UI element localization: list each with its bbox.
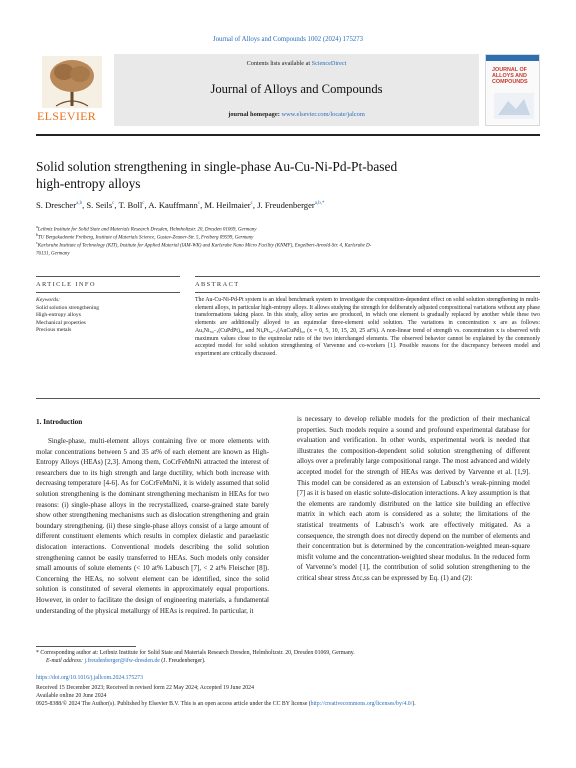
author-separator: , (114, 200, 119, 210)
keyword-item: High-entropy alloys (36, 312, 81, 319)
author-name[interactable]: T. Boll (118, 200, 143, 210)
email-label: E-mail address: (46, 658, 85, 664)
author-separator: , (252, 200, 258, 210)
author-affiliation-mark[interactable]: c (112, 201, 115, 207)
affiliation-text: Karlsruhe Institute of Technology (KIT), Institute for Applied Material (IAM-WK) and Karlsruhe Nano Micro Facility (KNMF), Engelbert-Arnold-Str. 4, Karlsruhe D- (37, 243, 372, 249)
sciencedirect-link[interactable]: ScienceDirect (311, 60, 347, 67)
cover-title-line: JOURNAL OF (492, 67, 527, 73)
license-line (36, 701, 540, 709)
email-link[interactable]: j.freudenberger@ifw-dresden.de (84, 658, 160, 664)
author-affiliation-mark[interactable]: c (250, 201, 253, 207)
masthead-banner (114, 54, 479, 126)
footnote-rule (36, 646, 136, 647)
keyword-item: Mechanical properties (36, 319, 86, 326)
running-head[interactable]: Journal of Alloys and Compounds 1002 (2024) 175273 (212, 36, 364, 43)
section-divider (36, 398, 540, 399)
abstract-heading: ABSTRACT (195, 281, 240, 288)
cover-title-line: COMPOUNDS (492, 79, 528, 85)
masthead-rule (36, 134, 540, 136)
author-affiliation-mark[interactable]: a,b,* (314, 201, 325, 207)
title-line: high-entropy alloys (36, 176, 141, 191)
journal-name: Journal of Alloys and Compounds (210, 82, 383, 96)
title-line: Solid solution strengthening in single-phase Au-Cu-Ni-Pd-Pt-based (36, 159, 398, 174)
section-divider (195, 276, 540, 277)
affiliation-text: TU Bergakademie Freiberg, Institute of Materials Science, Gustav-Zeuner-Str. 5, Freiberg 09599, Germany (38, 235, 254, 241)
section-divider (36, 276, 180, 277)
contents-line (114, 60, 479, 67)
journal-cover-thumbnail[interactable] (485, 54, 540, 126)
author-separator: , (144, 200, 149, 210)
affiliation-mark: c (36, 240, 38, 245)
affiliation-text: 76131, Germany (36, 251, 70, 257)
homepage-line (114, 111, 479, 118)
contents-prefix: Contents lists available at (246, 60, 312, 67)
license-prefix: 0925-8388/© 2024 The Author(s). Published by Elsevier B.V. This is an open access article under the CC BY license ( (36, 701, 311, 707)
elsevier-wordmark: ELSEVIER (37, 109, 97, 123)
abstract-text: The Au-Cu-Ni-Pd-Pt system is an ideal benchmark system to investigate the composition-dependent effect on solid solution strengthening in multi-element alloys, in particular high-entropy alloys. It allows studying the strength for deliberately adjusted compositional variations without any phase transformations taking place. In this study, alloy series are produced, in which one element is gradually replaced by another while these two elements are additionally alloyed to an equimolar three-element solid solution. The variations in concentration x are as follows: AuₓNi₅₀₋ₓ(CuPdPt)₅₀ and NiₓPt₅₀₋ₓ(AuCuPd)₅₀ (x = 0, 5, 10, 15, 20, 25 at%). A non-linear trend of strength vs. concentration x is observed with maximum values close to the equimolar ratio of the two interchanged elements. The observed behavior cannot be explained by the commonly accepted model for solid solution strengthening of Varvenne and co-workers [1]. Possible reasons for the discrepancy between model and experiment are critically discussed. (195, 297, 540, 357)
author-list (36, 200, 540, 210)
section-divider (195, 292, 540, 293)
license-link[interactable]: http://creativecommons.org/licenses/by/4.0/ (310, 701, 413, 707)
author-separator: , (200, 200, 205, 210)
license-suffix: ). (412, 701, 416, 707)
affiliation-mark: b (36, 232, 38, 237)
author-name[interactable]: M. Heilmaier (204, 200, 251, 210)
journal-masthead (36, 54, 540, 126)
homepage-prefix: journal homepage: (228, 111, 282, 118)
affiliation-line (36, 248, 540, 258)
cover-title-line: ALLOYS AND (492, 73, 527, 79)
article-title (36, 158, 506, 192)
email-suffix: (J. Freudenberger). (159, 658, 206, 664)
cover-title (492, 67, 528, 85)
dates-online: Available online 20 June 2024 (36, 693, 107, 699)
author-name[interactable]: A. Kauffmann (148, 200, 198, 210)
author-affiliation-mark[interactable]: c (142, 201, 145, 207)
keyword-item: Solid solution strengthening (36, 305, 100, 311)
keyword-list (36, 305, 99, 334)
elsevier-logo[interactable] (36, 54, 110, 126)
author-separator: , (82, 200, 87, 210)
author-name[interactable]: S. Seils (86, 200, 113, 210)
doi-link[interactable] (36, 675, 540, 683)
elsevier-tree-icon (42, 56, 102, 108)
cover-band (486, 55, 539, 61)
section-divider (36, 292, 180, 293)
corresponding-author-note: * Corresponding author at: Leibniz Institute for Solid State and Materials Research Dresden, Helmholtzstr. 20, Dresden 01069, Germany. (36, 650, 355, 656)
author-name[interactable]: J. Freudenberger (257, 200, 315, 210)
cover-graphic-icon (494, 93, 534, 119)
keyword-item: Precious metals (36, 326, 72, 333)
author-affiliation-mark[interactable]: c (197, 201, 201, 207)
dates-received: Received 15 December 2023; Received in revised form 22 May 2024; Accepted 19 June 2024 (36, 685, 254, 691)
homepage-link[interactable]: www.elsevier.com/locate/jalcom (281, 111, 365, 118)
author-name[interactable]: S. Drescher (36, 200, 77, 210)
email-line (36, 658, 540, 666)
body-column-left: Single-phase, multi-element alloys containing five or more elements with molar concentrations between 5 and 35 at% of each element are known as High-Entropy Alloys (HEAs) [2,3]. Among them, CoCrFeMnNi attracted the interest of researchers due to its high strength and large ductility, which both increase with decreasing temperature [4-6]. As for CoCrFeMnNi, it is widely assumed that solid solution strengthening is the dominant strengthening mechanism in HEAs for two reasons: (i) single-phase alloys in the recrystallized, coarse-grained state barely show other strengthening mechanisms such as dislocation strengthening and grain boundary strengthening. (ii) these single-phase alloys consist of a large amount of different constituent elements which results in complex dielastic and paraelastic dislocation interactions. Conventional models describing the solid solution strengthening cannot be easily transferred to HEAs. Such models only consider small amounts of solute elements (< 10 at% Labusch [7], < 2 at% Fleischer [8]). Concerning the HEAs, no solvent element can be identified, since the solid solution is constituted of several elements in approximately equal proportions. However, in order to facilitate the design of engineering materials, a fundamental understanding of the physical metallurgy of HEAs is required. In particular, it (36, 437, 269, 615)
section-heading: 1. Introduction (36, 418, 83, 426)
doi-text[interactable]: https://doi.org/10.1016/j.jallcom.2024.175273 (36, 675, 143, 681)
body-column-right: is necessary to develop reliable models for the prediction of their mechanical properties. Such models require a sound and profound experimental database for evaluation and verification. In other words, experimental work is needed that illustrates the composition-dependent solid solution strengthening of different alloys over a preferably large compositional range. The most advanced and widely accepted model for the strength of HEAs was derived by Varvenne et al. [1,9]. This model can be considered as an extension of Labusch’s weak-pinning model [7] as it is based on elastic solute-dislocation interactions. A key assumption is that the elements are randomly distributed on the lattice site building an effective matrix in which each atom is considered as a solute; the limitations of the statistical treatments of Labusch’s work are effectively mitigated. As a consequence, the strength does not directly depend on the number of elements and their concentration but is determined by the concentration-weighted mean-square misfit volume and the concentration-weighted shear modulus. In the reduced form of Varvenne’s model [1], the contribution of solid solution strengthening to the critical shear stress Δτc,ss can be expressed by Eq. (1) and (2): (297, 415, 530, 582)
affiliation-mark: a (36, 224, 38, 229)
keywords-label: Keywords: (36, 297, 61, 303)
author-affiliation-mark[interactable]: a,b (76, 201, 83, 207)
article-info-heading: ARTICLE INFO (36, 281, 96, 288)
affiliation-text: Leibniz Institute for Solid State and Materials Research Dresden, Helmholtzstr. 20, Dresden 01069, Germany (37, 227, 257, 233)
